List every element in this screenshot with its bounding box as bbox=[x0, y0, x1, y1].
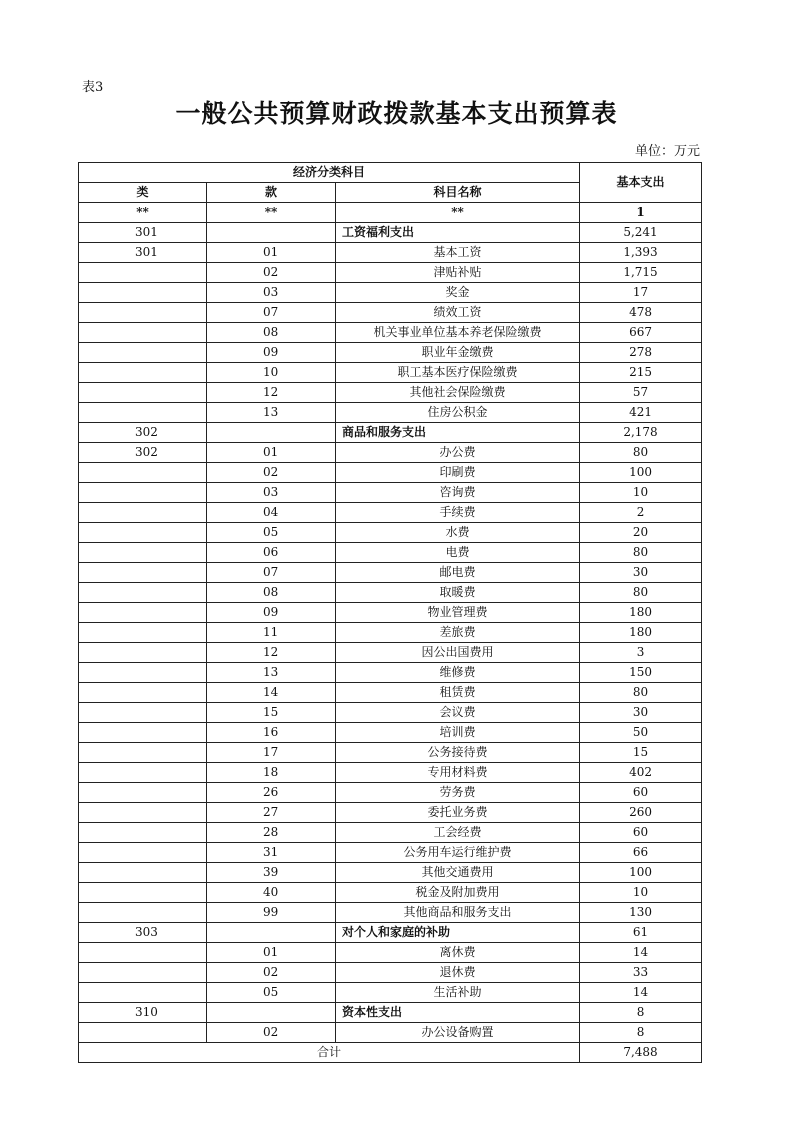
row-amount-cell: 60 bbox=[580, 823, 702, 843]
row-lei-cell bbox=[79, 683, 207, 703]
table-row bbox=[79, 683, 702, 703]
table-row bbox=[79, 383, 702, 403]
table-row bbox=[79, 503, 702, 523]
row-amount-cell: 5,241 bbox=[580, 223, 702, 243]
table-row bbox=[79, 1023, 702, 1043]
row-kuan-cell: 99 bbox=[207, 903, 336, 923]
row-kuan-cell: 26 bbox=[207, 783, 336, 803]
row-lei-cell bbox=[79, 823, 207, 843]
page-title: 一般公共预算财政拨款基本支出预算表 bbox=[175, 99, 618, 128]
row-amount-cell: 667 bbox=[580, 323, 702, 343]
row-subject-name-cell: 津贴补贴 bbox=[336, 263, 580, 283]
row-subject-name-cell: 绩效工资 bbox=[336, 303, 580, 323]
row-subject-name-cell: 职业年金缴费 bbox=[336, 343, 580, 363]
row-kuan-cell: 17 bbox=[207, 743, 336, 763]
row-subject-name-cell: 劳务费 bbox=[336, 783, 580, 803]
row-kuan-cell: 13 bbox=[207, 403, 336, 423]
row-subject-name-cell: 生活补助 bbox=[336, 983, 580, 1003]
row-kuan-cell: 28 bbox=[207, 823, 336, 843]
row-lei-cell bbox=[79, 863, 207, 883]
table-row bbox=[79, 943, 702, 963]
row-lei-cell bbox=[79, 283, 207, 303]
row-lei-cell bbox=[79, 903, 207, 923]
row-amount-cell: 61 bbox=[580, 923, 702, 943]
table-row bbox=[79, 863, 702, 883]
table-row bbox=[79, 983, 702, 1003]
row-kuan-cell: 03 bbox=[207, 483, 336, 503]
row-lei-cell bbox=[79, 883, 207, 903]
table-row bbox=[79, 303, 702, 323]
row-kuan-cell: 04 bbox=[207, 503, 336, 523]
row-amount-cell: 30 bbox=[580, 563, 702, 583]
row-amount-cell: 80 bbox=[580, 683, 702, 703]
row-lei-cell bbox=[79, 763, 207, 783]
row-lei-cell bbox=[79, 663, 207, 683]
total-amount: 7,488 bbox=[580, 1043, 702, 1063]
row-subject-name-cell: 物业管理费 bbox=[336, 603, 580, 623]
budget-table-body bbox=[79, 163, 702, 1063]
row-amount-cell: 80 bbox=[580, 543, 702, 563]
row-amount-cell: 80 bbox=[580, 443, 702, 463]
row-kuan-cell: 06 bbox=[207, 543, 336, 563]
row-subject-name-cell: 公务用车运行维护费 bbox=[336, 843, 580, 863]
row-amount-cell: 180 bbox=[580, 623, 702, 643]
table-row bbox=[79, 583, 702, 603]
row-amount-cell: 278 bbox=[580, 343, 702, 363]
row-amount-cell: 17 bbox=[580, 283, 702, 303]
row-subject-name-cell: 奖金 bbox=[336, 283, 580, 303]
row-lei-cell bbox=[79, 403, 207, 423]
row-kuan-cell: 13 bbox=[207, 663, 336, 683]
row-subject-name-cell: 租赁费 bbox=[336, 683, 580, 703]
row-kuan-cell: 12 bbox=[207, 643, 336, 663]
row-subject-name-cell: 商品和服务支出 bbox=[336, 423, 580, 443]
row-subject-name-cell: 税金及附加费用 bbox=[336, 883, 580, 903]
table-row bbox=[79, 623, 702, 643]
code-kuan: ** bbox=[207, 203, 336, 223]
table-row bbox=[79, 1003, 702, 1023]
row-kuan-cell bbox=[207, 223, 336, 243]
table-row bbox=[79, 903, 702, 923]
row-subject-name-cell: 因公出国费用 bbox=[336, 643, 580, 663]
row-kuan-cell: 05 bbox=[207, 983, 336, 1003]
row-lei-cell: 303 bbox=[79, 923, 207, 943]
table-row bbox=[79, 343, 702, 363]
row-amount-cell: 402 bbox=[580, 763, 702, 783]
row-subject-name-cell: 公务接待费 bbox=[336, 743, 580, 763]
row-kuan-cell: 02 bbox=[207, 1023, 336, 1043]
row-lei-cell bbox=[79, 963, 207, 983]
row-amount-cell: 180 bbox=[580, 603, 702, 623]
row-subject-name-cell: 办公费 bbox=[336, 443, 580, 463]
row-lei-cell: 301 bbox=[79, 223, 207, 243]
row-subject-name-cell: 咨询费 bbox=[336, 483, 580, 503]
table-row bbox=[79, 803, 702, 823]
row-lei-cell: 301 bbox=[79, 243, 207, 263]
table-row bbox=[79, 923, 702, 943]
table-row bbox=[79, 703, 702, 723]
table-row bbox=[79, 963, 702, 983]
row-subject-name-cell: 委托业务费 bbox=[336, 803, 580, 823]
row-amount-cell: 150 bbox=[580, 663, 702, 683]
row-amount-cell: 2 bbox=[580, 503, 702, 523]
row-amount-cell: 66 bbox=[580, 843, 702, 863]
row-lei-cell bbox=[79, 343, 207, 363]
row-kuan-cell: 02 bbox=[207, 963, 336, 983]
row-kuan-cell: 08 bbox=[207, 583, 336, 603]
row-lei-cell bbox=[79, 483, 207, 503]
total-row bbox=[79, 1043, 702, 1063]
row-lei-cell bbox=[79, 643, 207, 663]
row-kuan-cell: 01 bbox=[207, 943, 336, 963]
row-amount-cell: 14 bbox=[580, 943, 702, 963]
row-amount-cell: 260 bbox=[580, 803, 702, 823]
row-subject-name-cell: 基本工资 bbox=[336, 243, 580, 263]
row-subject-name-cell: 离休费 bbox=[336, 943, 580, 963]
table-number-label: 表3 bbox=[82, 80, 104, 95]
table-row bbox=[79, 363, 702, 383]
row-lei-cell bbox=[79, 563, 207, 583]
row-amount-cell: 14 bbox=[580, 983, 702, 1003]
table-row bbox=[79, 283, 702, 303]
row-lei-cell bbox=[79, 1023, 207, 1043]
row-subject-name-cell: 工资福利支出 bbox=[336, 223, 580, 243]
table-row bbox=[79, 823, 702, 843]
row-subject-name-cell: 手续费 bbox=[336, 503, 580, 523]
row-amount-cell: 100 bbox=[580, 463, 702, 483]
row-amount-cell: 50 bbox=[580, 723, 702, 743]
row-lei-cell bbox=[79, 303, 207, 323]
row-amount-cell: 8 bbox=[580, 1023, 702, 1043]
row-lei-cell bbox=[79, 983, 207, 1003]
row-amount-cell: 215 bbox=[580, 363, 702, 383]
row-kuan-cell: 02 bbox=[207, 463, 336, 483]
table-row bbox=[79, 323, 702, 343]
row-kuan-cell: 09 bbox=[207, 343, 336, 363]
row-subject-name-cell: 对个人和家庭的补助 bbox=[336, 923, 580, 943]
row-subject-name-cell: 培训费 bbox=[336, 723, 580, 743]
code-row bbox=[79, 203, 702, 223]
table-row bbox=[79, 243, 702, 263]
row-subject-name-cell: 其他交通费用 bbox=[336, 863, 580, 883]
row-kuan-cell: 16 bbox=[207, 723, 336, 743]
row-amount-cell: 10 bbox=[580, 483, 702, 503]
row-kuan-cell: 27 bbox=[207, 803, 336, 823]
row-amount-cell: 478 bbox=[580, 303, 702, 323]
header-lei: 类 bbox=[79, 183, 207, 203]
row-lei-cell: 302 bbox=[79, 423, 207, 443]
row-kuan-cell: 11 bbox=[207, 623, 336, 643]
row-lei-cell bbox=[79, 723, 207, 743]
row-amount-cell: 2,178 bbox=[580, 423, 702, 443]
row-amount-cell: 20 bbox=[580, 523, 702, 543]
row-subject-name-cell: 邮电费 bbox=[336, 563, 580, 583]
table-row bbox=[79, 443, 702, 463]
row-lei-cell bbox=[79, 583, 207, 603]
row-amount-cell: 57 bbox=[580, 383, 702, 403]
row-amount-cell: 15 bbox=[580, 743, 702, 763]
table-row bbox=[79, 223, 702, 243]
code-amount: 1 bbox=[580, 203, 702, 223]
row-kuan-cell: 12 bbox=[207, 383, 336, 403]
table-row bbox=[79, 523, 702, 543]
row-lei-cell bbox=[79, 523, 207, 543]
row-lei-cell: 302 bbox=[79, 443, 207, 463]
row-lei-cell bbox=[79, 703, 207, 723]
row-lei-cell bbox=[79, 503, 207, 523]
row-lei-cell bbox=[79, 843, 207, 863]
table-row bbox=[79, 463, 702, 483]
row-subject-name-cell: 水费 bbox=[336, 523, 580, 543]
row-amount-cell: 30 bbox=[580, 703, 702, 723]
row-kuan-cell: 10 bbox=[207, 363, 336, 383]
row-subject-name-cell: 其他社会保险缴费 bbox=[336, 383, 580, 403]
row-lei-cell bbox=[79, 943, 207, 963]
row-lei-cell bbox=[79, 743, 207, 763]
row-subject-name-cell: 工会经费 bbox=[336, 823, 580, 843]
row-subject-name-cell: 其他商品和服务支出 bbox=[336, 903, 580, 923]
row-subject-name-cell: 会议费 bbox=[336, 703, 580, 723]
code-name: ** bbox=[336, 203, 580, 223]
row-amount-cell: 1,393 bbox=[580, 243, 702, 263]
code-lei: ** bbox=[79, 203, 207, 223]
table-row bbox=[79, 543, 702, 563]
table-row bbox=[79, 843, 702, 863]
row-kuan-cell: 03 bbox=[207, 283, 336, 303]
table-row bbox=[79, 423, 702, 443]
row-amount-cell: 100 bbox=[580, 863, 702, 883]
row-kuan-cell: 01 bbox=[207, 243, 336, 263]
table-row bbox=[79, 263, 702, 283]
row-subject-name-cell: 住房公积金 bbox=[336, 403, 580, 423]
row-lei-cell: 310 bbox=[79, 1003, 207, 1023]
row-subject-name-cell: 机关事业单位基本养老保险缴费 bbox=[336, 323, 580, 343]
row-kuan-cell: 07 bbox=[207, 563, 336, 583]
row-amount-cell: 80 bbox=[580, 583, 702, 603]
row-amount-cell: 3 bbox=[580, 643, 702, 663]
row-lei-cell bbox=[79, 803, 207, 823]
row-lei-cell bbox=[79, 263, 207, 283]
row-amount-cell: 10 bbox=[580, 883, 702, 903]
row-lei-cell bbox=[79, 463, 207, 483]
row-lei-cell bbox=[79, 623, 207, 643]
table-row bbox=[79, 743, 702, 763]
row-subject-name-cell: 维修费 bbox=[336, 663, 580, 683]
total-label: 合计 bbox=[79, 1043, 580, 1063]
row-subject-name-cell: 退休费 bbox=[336, 963, 580, 983]
table-row bbox=[79, 783, 702, 803]
row-subject-name-cell: 办公设备购置 bbox=[336, 1023, 580, 1043]
row-lei-cell bbox=[79, 323, 207, 343]
row-kuan-cell: 39 bbox=[207, 863, 336, 883]
table-row bbox=[79, 723, 702, 743]
row-amount-cell: 421 bbox=[580, 403, 702, 423]
row-lei-cell bbox=[79, 383, 207, 403]
table-row bbox=[79, 663, 702, 683]
row-amount-cell: 60 bbox=[580, 783, 702, 803]
row-lei-cell bbox=[79, 543, 207, 563]
table-row bbox=[79, 563, 702, 583]
row-subject-name-cell: 取暖费 bbox=[336, 583, 580, 603]
header-kuan: 款 bbox=[207, 183, 336, 203]
row-kuan-cell: 40 bbox=[207, 883, 336, 903]
row-kuan-cell: 18 bbox=[207, 763, 336, 783]
header-row-1 bbox=[79, 163, 702, 183]
row-subject-name-cell: 差旅费 bbox=[336, 623, 580, 643]
row-kuan-cell bbox=[207, 923, 336, 943]
header-subject-name: 科目名称 bbox=[336, 183, 580, 203]
budget-table bbox=[78, 162, 702, 1063]
row-lei-cell bbox=[79, 363, 207, 383]
row-kuan-cell bbox=[207, 1003, 336, 1023]
row-kuan-cell: 02 bbox=[207, 263, 336, 283]
table-row bbox=[79, 643, 702, 663]
unit-label: 单位：万元 bbox=[634, 144, 700, 159]
row-amount-cell: 130 bbox=[580, 903, 702, 923]
row-subject-name-cell: 职工基本医疗保险缴费 bbox=[336, 363, 580, 383]
row-kuan-cell bbox=[207, 423, 336, 443]
table-row bbox=[79, 603, 702, 623]
table-row bbox=[79, 403, 702, 423]
header-economic-classification: 经济分类科目 bbox=[79, 163, 580, 183]
row-kuan-cell: 07 bbox=[207, 303, 336, 323]
header-basic-expenditure: 基本支出 bbox=[580, 163, 702, 203]
row-subject-name-cell: 专用材料费 bbox=[336, 763, 580, 783]
row-amount-cell: 8 bbox=[580, 1003, 702, 1023]
row-lei-cell bbox=[79, 783, 207, 803]
row-lei-cell bbox=[79, 603, 207, 623]
row-subject-name-cell: 电费 bbox=[336, 543, 580, 563]
row-kuan-cell: 15 bbox=[207, 703, 336, 723]
row-amount-cell: 1,715 bbox=[580, 263, 702, 283]
table-row bbox=[79, 763, 702, 783]
table-row bbox=[79, 483, 702, 503]
row-kuan-cell: 31 bbox=[207, 843, 336, 863]
row-subject-name-cell: 印刷费 bbox=[336, 463, 580, 483]
row-kuan-cell: 01 bbox=[207, 443, 336, 463]
row-subject-name-cell: 资本性支出 bbox=[336, 1003, 580, 1023]
row-amount-cell: 33 bbox=[580, 963, 702, 983]
table-row bbox=[79, 883, 702, 903]
row-kuan-cell: 09 bbox=[207, 603, 336, 623]
row-kuan-cell: 08 bbox=[207, 323, 336, 343]
row-kuan-cell: 05 bbox=[207, 523, 336, 543]
row-kuan-cell: 14 bbox=[207, 683, 336, 703]
